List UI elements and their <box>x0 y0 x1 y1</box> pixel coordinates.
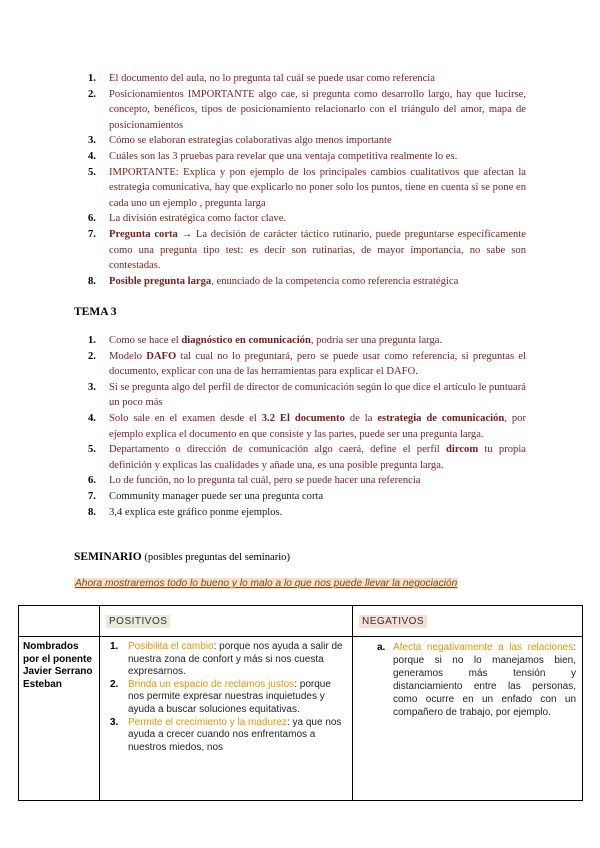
positivo-item <box>106 679 346 717</box>
list-item <box>88 227 526 274</box>
item-number: 5. <box>88 166 96 178</box>
item-text: , por ejemplo explica el documento en que consiste y las partes, puede ser una pregunta larga. <box>109 412 526 440</box>
item-text: Modelo <box>109 350 147 362</box>
table-header-row <box>19 606 583 637</box>
item-text: Posicionamientos IMPORTANTE algo cae, si pregunta como desarrollo largo, hay que lucirse, concepto, benéficos, tipos de posicionamiento relacionarlo con el triángulo del amor, mapa de posicionamientos <box>109 88 526 131</box>
item-text: Cómo se elaboran estrategias colaborativas algo menos importante <box>109 135 392 147</box>
item-number: 1. <box>88 335 96 346</box>
positivo-item <box>106 717 346 755</box>
item-text: → La decisión de carácter táctico rutinario, puede preguntarse específicamente como una pregunta tipo test: es decir son rutinarias, de mayor importancia, no sabe son contestadas. <box>109 228 526 272</box>
item-text: Solo sale en el examen desde el <box>109 412 262 424</box>
row-label: Nombrados por el ponente Javier Serrano Esteban <box>19 637 100 801</box>
seminario-subtitle: (posibles preguntas del seminario) <box>141 552 291 563</box>
list-item <box>88 71 526 87</box>
item-number: 8. <box>88 506 96 518</box>
item-text: DAFO <box>146 350 177 362</box>
tema2-question-list <box>88 71 526 289</box>
list-item <box>88 274 526 290</box>
list-item <box>88 149 526 165</box>
seminario-title: SEMINARIO <box>74 551 142 563</box>
item-text: 3.2 El documento <box>261 412 345 424</box>
item-text: de la <box>344 412 378 424</box>
item-number: 2. <box>88 88 96 100</box>
header-positivos: POSITIVOS <box>100 606 353 637</box>
item-text: dircom <box>446 444 479 456</box>
item-text: tal cual no lo preguntará, pero se puede usar como referencia, si preguntas el documento, explicar con una de las herramientas para explicar el DAFO. <box>109 350 527 378</box>
item-text: Si se pregunta algo del perfil de director de comunicación según lo que dice el artículo le puntuará un poco más <box>109 381 526 409</box>
list-item <box>88 380 526 411</box>
positivos-list <box>106 641 346 754</box>
item-text: El documento del aula, no lo pregunta tal cuál se puede usar como referencia <box>109 73 435 84</box>
item-number: 4. <box>88 412 96 424</box>
negativo-text: : porque si no lo manejamos bien, generamos más tensión y distanciamiento entre las personas, como ocurre en un enfado con un compañero de trabajo, por ejemplo. <box>393 642 576 718</box>
item-number: 5. <box>88 444 96 456</box>
item-text: 3,4 explica este gráfico ponme ejemplos. <box>109 506 283 518</box>
positivo-title: Posibilita el cambio <box>128 641 214 652</box>
item-text: Departamento o dirección de comunicación algo caerá, define el perfil <box>109 444 446 456</box>
tema3-question-list <box>88 333 526 520</box>
item-number: 2. <box>110 678 119 690</box>
item-number: 7. <box>88 490 96 502</box>
positives-negatives-table <box>18 605 583 801</box>
item-number: 3. <box>88 135 96 147</box>
list-item <box>88 442 526 473</box>
list-item <box>88 473 526 489</box>
positivo-text: : porque nos permite expresar nuestras inquietudes y ayuda a buscar soluciones equitativas. <box>128 678 331 715</box>
header-empty-cell <box>19 606 100 637</box>
positivo-title: Permite el crecimiento y la madurez <box>128 716 287 728</box>
item-text: La división estratégica como factor clave. <box>109 213 287 225</box>
list-item <box>88 505 526 521</box>
positivo-text: : porque nos ayuda a salir de nuestra zona de confort y más si nos cuesta expresarnos. <box>128 641 343 678</box>
item-text: , podría ser una pregunta larga. <box>310 335 443 346</box>
negativos-list <box>359 641 576 719</box>
item-text: Lo de función, no lo pregunta tal cuál, pero se puede hacer una referencia <box>109 475 421 487</box>
table-row <box>19 637 583 801</box>
list-item <box>88 411 526 442</box>
item-bold-text: Pregunta corta <box>109 228 178 240</box>
item-text: , enunciado de la competencia como referencia estratégica <box>211 275 459 287</box>
item-text: Como se hace el <box>109 335 182 346</box>
list-item <box>88 211 526 227</box>
item-bold-text: Posible pregunta larga <box>109 275 212 287</box>
item-number: 6. <box>88 475 96 487</box>
positivos-cell <box>100 637 353 801</box>
list-item <box>88 165 526 212</box>
negativos-cell <box>353 637 583 801</box>
item-number: 6. <box>88 213 96 225</box>
negativo-item <box>359 641 576 719</box>
item-number: a. <box>377 642 386 653</box>
positivo-item <box>106 641 346 679</box>
item-text: tu propia definición y explicas las cualidades y añade una, es una posible pregunta larga. <box>109 444 526 471</box>
positivo-title: Brinda un espacio de reclamos justos <box>128 678 295 690</box>
header-negativos: NEGATIVOS <box>353 606 583 637</box>
tema3-heading: TEMA 3 <box>74 306 117 318</box>
item-number: 3. <box>88 381 96 393</box>
item-text: IMPORTANTE: Explica y pon ejemplo de los principales cambios cualitativos que afectan la estrategia comunicativa, hay que explicarlo no poner solo los puntos, tiene en cuenta si se pone en cada uno un ejemplo , pregunta larga <box>109 166 526 209</box>
list-item <box>88 349 526 380</box>
list-item <box>88 333 526 349</box>
item-text: Community manager puede ser una pregunta corta <box>109 490 324 502</box>
positivo-text: : ya que nos ayuda a crecer cuando nos enfrentamos a nuestros miedos, nos <box>128 716 342 753</box>
item-number: 3. <box>110 716 119 728</box>
list-item <box>88 489 526 505</box>
list-item <box>88 87 526 134</box>
item-text: Cuáles son las 3 pruebas para revelar que una ventaja competitiva realmente lo es. <box>109 150 458 162</box>
list-item <box>88 133 526 149</box>
item-text: estrategia de comunicación <box>377 412 505 424</box>
item-number: 1. <box>88 73 96 84</box>
item-number: 2. <box>88 350 96 362</box>
negotiation-intro: Ahora mostraremos todo lo bueno y lo malo a lo que nos puede llevar la negociación <box>75 578 458 589</box>
item-number: 7. <box>88 228 96 240</box>
item-number: 4. <box>88 150 96 162</box>
seminario-heading <box>74 551 290 563</box>
negativo-title: Afecta negativamente a las relaciones <box>393 642 574 653</box>
item-text: diagnóstico en comunicación <box>181 335 311 346</box>
item-number: 1. <box>110 641 119 652</box>
item-number: 8. <box>88 275 96 287</box>
